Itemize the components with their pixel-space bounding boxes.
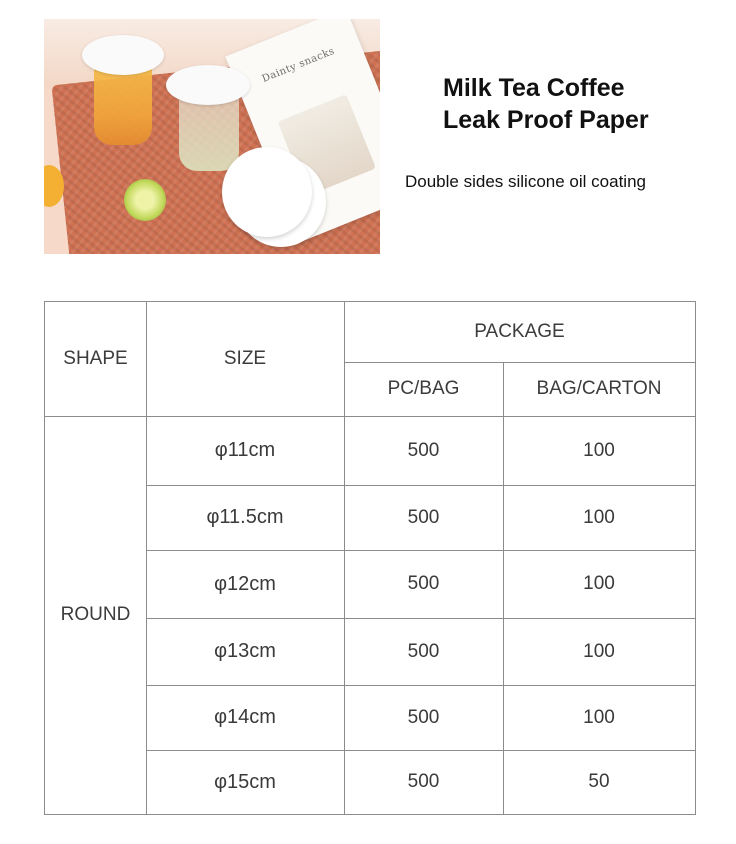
row-5-size: φ14cm <box>214 706 276 728</box>
book-title: Dainty snacks <box>260 45 337 85</box>
shape-round: ROUND <box>60 604 131 625</box>
row-3-bag-carton: 100 <box>583 573 615 594</box>
paper-lid-1 <box>82 35 164 75</box>
row-5-pc-bag: 500 <box>407 706 440 728</box>
row-4-bag-carton: 100 <box>583 640 615 662</box>
row-1-bag-carton: 100 <box>583 439 615 461</box>
product-title-line-2: Leak Proof Paper <box>443 106 649 134</box>
row-2-pc-bag: 500 <box>407 506 440 528</box>
row-2-bag-carton: 100 <box>583 506 615 528</box>
header-package: PACKAGE <box>474 321 565 342</box>
product-title-line-1: Milk Tea Coffee <box>443 74 625 102</box>
row-1-pc-bag: 500 <box>407 439 440 461</box>
row-5-bag-carton: 100 <box>583 706 615 728</box>
row-3-pc-bag: 500 <box>407 573 440 594</box>
row-6-size: φ15cm <box>214 770 276 793</box>
paper-disc-top <box>222 147 312 237</box>
header-size: SIZE <box>223 348 267 369</box>
header-shape: SHAPE <box>63 348 128 369</box>
row-6-bag-carton: 50 <box>588 771 610 792</box>
row-3-size: φ12cm <box>214 572 276 595</box>
product-photo <box>44 19 380 254</box>
product-subtitle: Double sides silicone oil coating <box>405 172 646 191</box>
row-2-size: φ11.5cm <box>206 506 284 528</box>
row-4-pc-bag: 500 <box>407 640 440 662</box>
row-6-pc-bag: 500 <box>407 771 440 792</box>
header-pc-bag: PC/BAG <box>387 378 460 399</box>
product-title <box>443 72 649 136</box>
header-bag-carton: BAG/CARTON <box>536 378 662 399</box>
paper-lid-2 <box>166 65 250 105</box>
spec-table <box>44 301 696 815</box>
lime-slice <box>124 179 166 221</box>
row-1-size: φ11cm <box>214 439 276 461</box>
row-4-size: φ13cm <box>214 640 276 662</box>
